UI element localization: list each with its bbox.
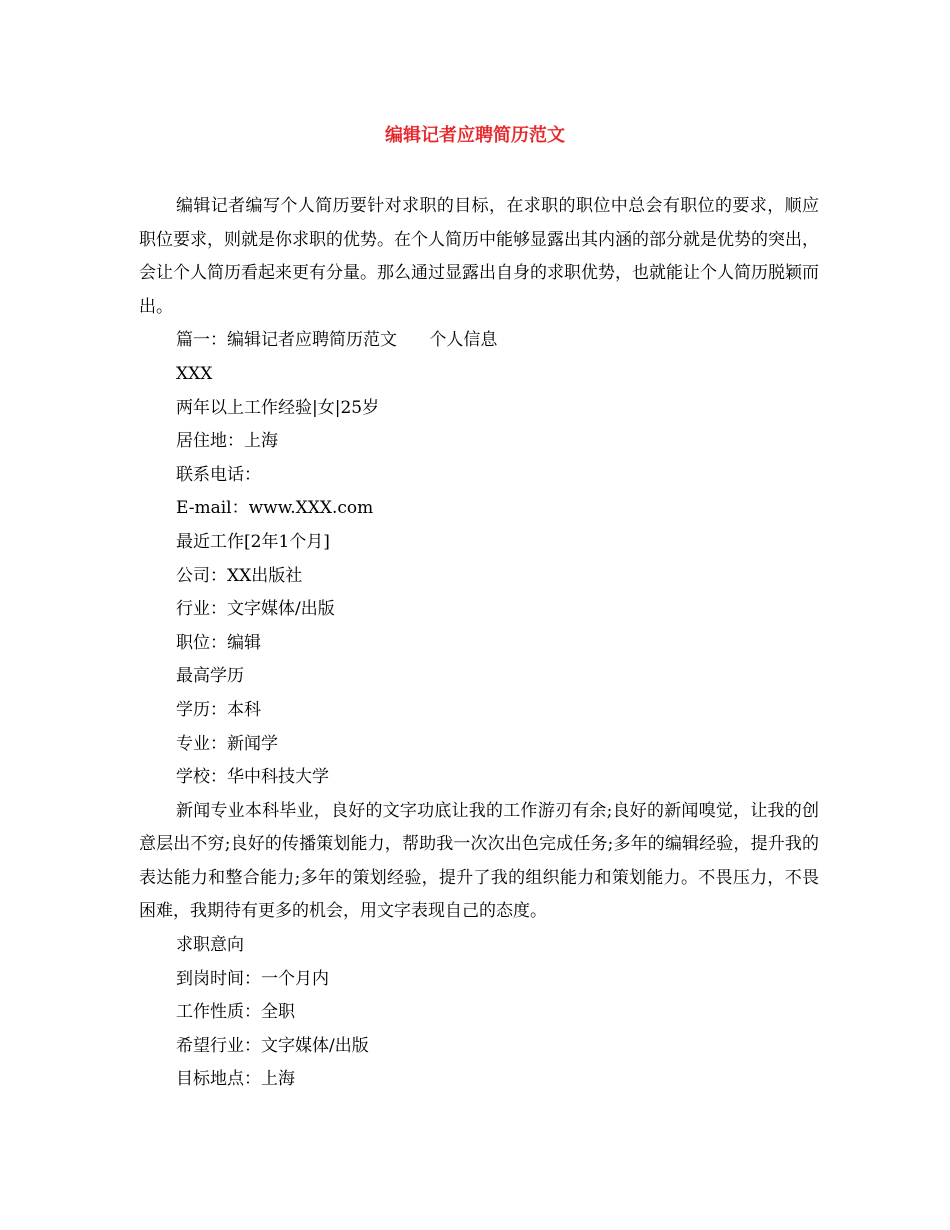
email-line: E-mail：www.XXX.com <box>176 498 374 519</box>
residence-line: 居住地：上海 <box>176 431 278 452</box>
major-line: 专业：新闻学 <box>176 733 278 754</box>
name-line: XXX <box>176 363 213 384</box>
section-heading-personal-info: 篇一：编辑记者应聘简历范文 个人信息 <box>176 330 498 351</box>
document-title: 编辑记者应聘简历范文 <box>385 125 565 146</box>
start-time-line: 到岗时间：一个月内 <box>176 968 329 989</box>
degree-line: 学历：本科 <box>176 699 261 720</box>
phone-line: 联系电话： <box>176 464 261 485</box>
industry-line: 行业：文字媒体/出版 <box>176 599 335 620</box>
document-body <box>139 190 819 1097</box>
school-line: 学校：华中科技大学 <box>176 767 329 788</box>
desired-industry-line: 希望行业：文字媒体/出版 <box>176 1035 369 1056</box>
self-evaluation-paragraph: 新闻专业本科毕业，良好的文字功底让我的工作游刃有余;良好的新闻嗅觉，让我的创意层出不穷;良好的传播策划能力，帮助我一次次出色完成任务;多年的编辑经验，提升我的表达能力和整合能力;多年的策划经验，提升了我的组织能力和策划能力。不畏压力，不畏困难，我期待有更多的机会，用文字表现自己的态度。 <box>139 800 819 922</box>
education-heading: 最高学历 <box>176 666 244 687</box>
summary-line: 两年以上工作经验|女|25岁 <box>176 397 380 418</box>
job-intention-heading: 求职意向 <box>176 935 244 956</box>
recent-work-heading: 最近工作[2年1个月] <box>176 531 330 552</box>
position-line: 职位：编辑 <box>176 632 261 653</box>
job-type-line: 工作性质：全职 <box>176 1002 295 1023</box>
intro-paragraph: 编辑记者编写个人简历要针对求职的目标，在求职的职位中总会有职位的要求，顺应职位要求，则就是你求职的优势。在个人简历中能够显露出其内涵的部分就是优势的突出，会让个人简历看起来更有分量。那么通过显露出自身的求职优势，也就能让个人简历脱颖而出。 <box>139 196 819 317</box>
company-line: 公司：XX出版社 <box>176 565 303 586</box>
target-location-line: 目标地点：上海 <box>176 1069 295 1090</box>
